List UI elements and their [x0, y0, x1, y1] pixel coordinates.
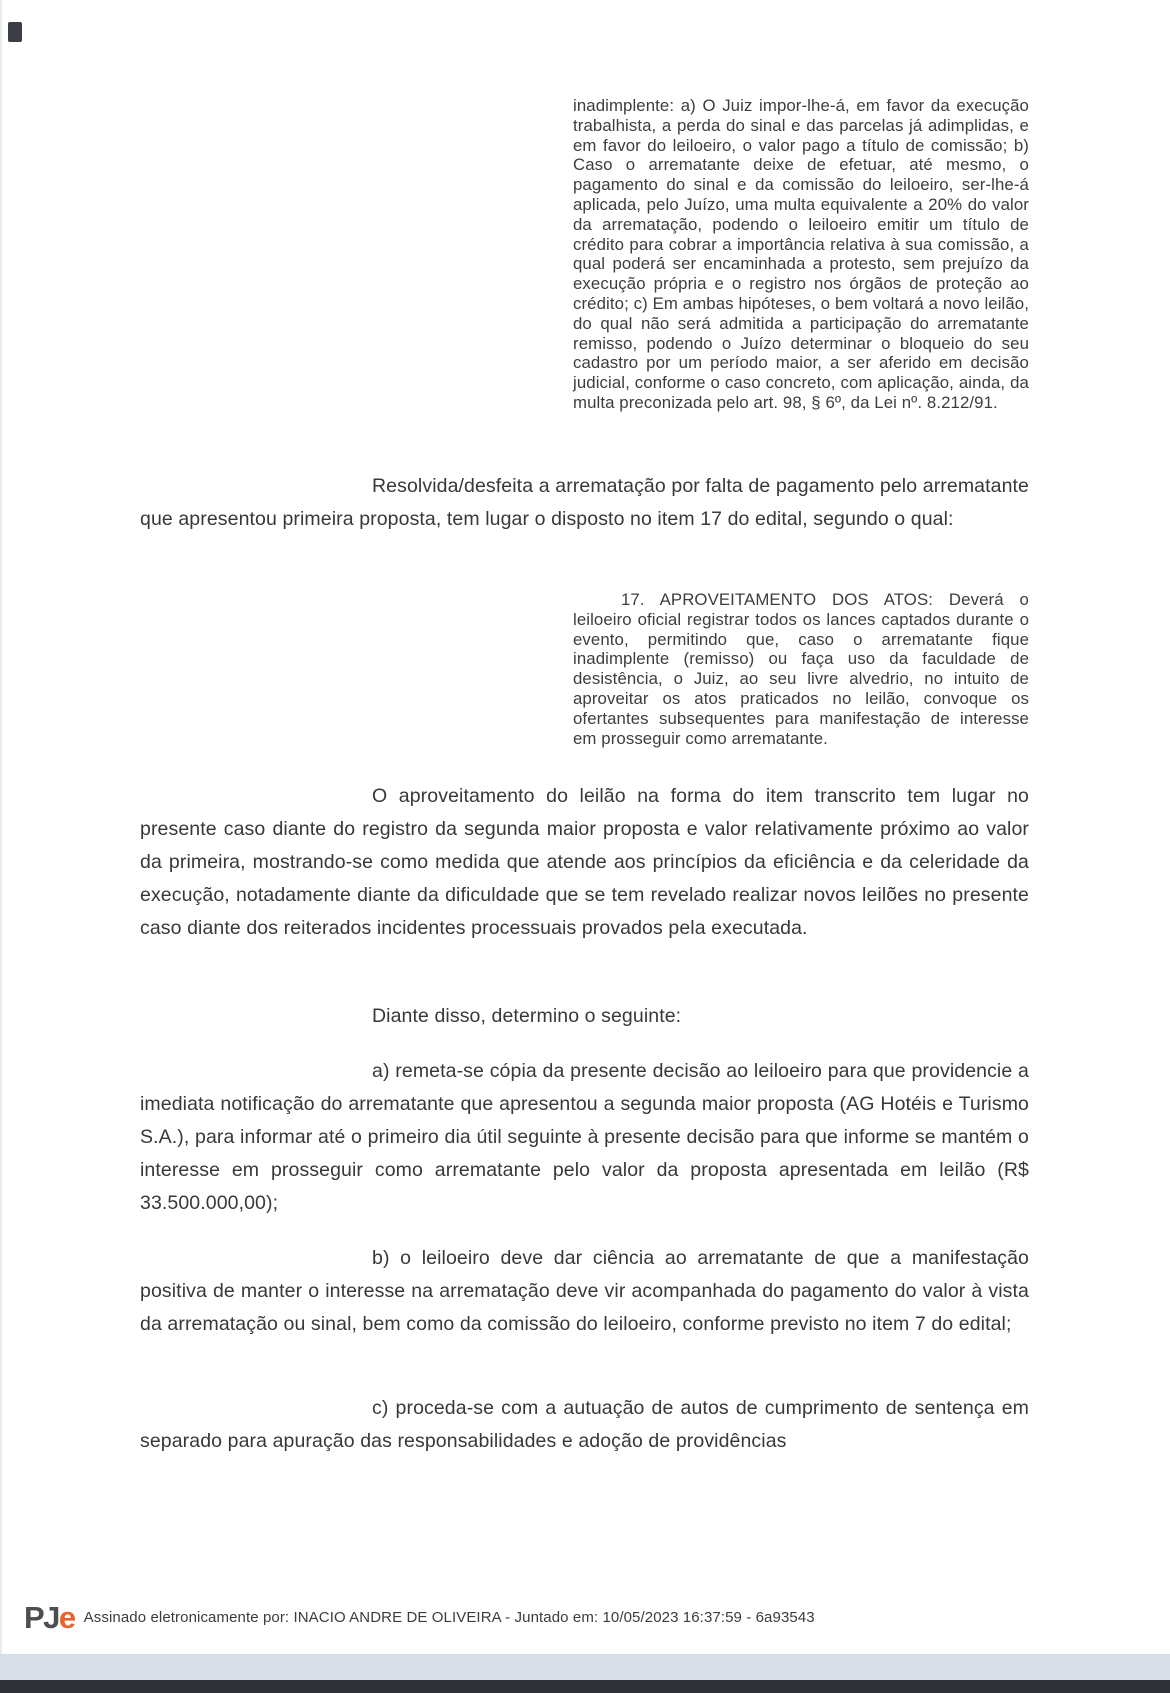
paragraph-item-a: a) remeta-se cópia da presente decisão ao leiloeiro para que providencie a imediata notificação do arrematante que apresentou a segunda maior proposta (AG Hotéis e Turismo S.A.), para informar até o primeiro dia útil seguinte à presente decisão para que informe se mantém o interesse em prosseguir como arrematante pelo valor da proposta apresentada em leilão (R$ 33.500.000,00); — [140, 1060, 1029, 1214]
paragraph-diante-disso: Diante disso, determino o seguinte: — [372, 1005, 682, 1027]
blockquote-edital-inadimplente: inadimplente: a) O Juiz impor-lhe-á, em favor da execução trabalhista, a perda do sinal e das parcelas já adimplidas, e em favor do leiloeiro, o valor pago a título de comissão; b) Caso o arrematante deixe de efetuar, até mesmo, o pagamento do sinal e da comissão do leiloeiro, ser-lhe-á aplicada, pelo Juízo, uma multa equivalente a 20% do valor da arrematação, podendo o leiloeiro emitir um título de crédito para cobrar a importância relativa à sua comissão, a qual poderá ser encaminhada a protesto, sem prejuízo da execução própria e o registro nos órgãos de proteção ao crédito; c) Em ambas hipóteses, o bem voltará a novo leilão, do qual não será admitida a participação do arrematante remisso, podendo o Juízo determinar o bloqueio do seu cadastro por um período maior, a ser aferido em decisão judicial, conforme o caso concreto, com aplicação, ainda, da multa preconizada pelo art. 98, § 6º, da Lei nº. 8.212/91. — [573, 96, 1029, 412]
paragraph-resolvida-desfeita: Resolvida/desfeita a arrematação por falta de pagamento pelo arrematante que apresentou primeira proposta, tem lugar o disposto no item 17 do edital, segundo o qual: — [140, 475, 1029, 530]
page-gap-bar — [0, 1654, 1170, 1680]
paragraph-item-c: c) proceda-se com a autuação de autos de cumprimento de sentença em separado para apuração das responsabilidades e adoção de providências — [140, 1397, 1029, 1452]
paragraph-aproveitamento-leilao: O aproveitamento do leilão na forma do item transcrito tem lugar no presente caso diante do registro da segunda maior proposta e valor relativamente próximo ao valor da primeira, mostrando-se como medida que atende aos princípios da eficiência e da celeridade da execução, notadamente diante da dificuldade que se tem revelado realizar novos leilões no presente caso diante dos reiterados incidentes processuais provados pela executada. — [140, 785, 1029, 939]
blockquote-item-17-aproveitamento: 17. APROVEITAMENTO DOS ATOS: Deverá o leiloeiro oficial registrar todos os lances captados durante o evento, permitindo que, caso o arrematante fique inadimplente (remisso) ou faça uso da faculdade de desistência, o Juiz, ao seu livre alvedrio, no intuito de aproveitar os atos praticados no leilão, convoque os ofertantes subsequentes para manifestação de interesse em prosseguir como arrematante. — [573, 590, 1029, 748]
viewer-corner-mark — [8, 22, 22, 42]
signature-footer — [24, 1602, 815, 1633]
pje-logo-pj: PJ — [24, 1600, 59, 1635]
paragraph-item-b: b) o leiloeiro deve dar ciência ao arrematante de que a manifestação positiva de manter o interesse na arrematação deve vir acompanhada do pagamento do valor à vista da arrematação ou sinal, bem como da comissão do leiloeiro, conforme previsto no item 7 do edital; — [140, 1247, 1029, 1335]
pje-logo-e: e — [58, 1600, 75, 1635]
signature-text: Assinado eletronicamente por: INACIO ANDRE DE OLIVEIRA - Juntado em: 10/05/2023 16:37:59 - 6a93543 — [83, 1609, 815, 1626]
viewer-bottom-bar — [0, 1680, 1170, 1693]
pje-logo — [24, 1602, 75, 1633]
